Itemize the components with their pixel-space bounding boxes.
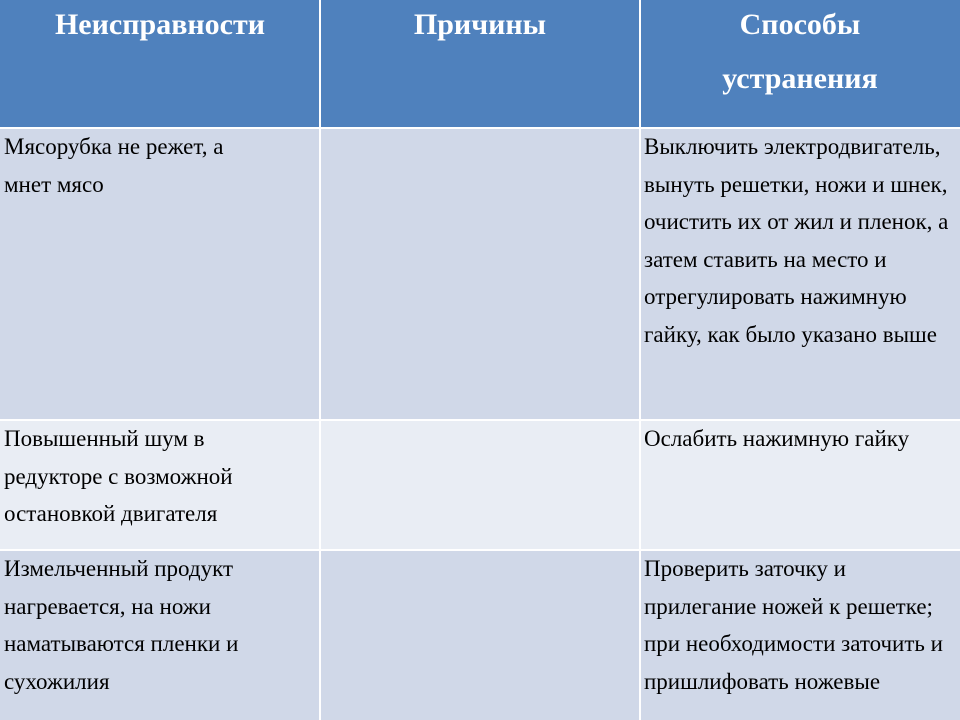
row3-fault — [0, 550, 320, 720]
row-divider-header — [0, 127, 960, 129]
row2-remedy — [640, 420, 960, 550]
column-divider-2 — [639, 0, 641, 720]
row2-cause — [320, 420, 640, 550]
row3-fault-text: Измельченный продукт нагревается, на ножи наматываются пленки и сухожилия — [4, 556, 239, 694]
row-divider-1 — [0, 419, 960, 421]
row1-remedy-text: Выключить электродвигатель, вынуть решетки, ножи и шнек, очистить их от жил и пленок, а затем ставить на место и отрегулировать нажимную гайку, как было указано выше — [644, 134, 949, 347]
row2-fault-text: Повышенный шум в редукторе с возможной остановкой двигателя — [4, 426, 233, 526]
header-remedies-label-line2: устранения — [722, 62, 878, 95]
header-remedies — [640, 0, 960, 128]
header-remedies-label-line1: Способы — [739, 8, 861, 41]
header-faults — [0, 0, 320, 128]
row2-fault — [0, 420, 320, 550]
row3-cause — [320, 550, 640, 720]
row1-fault — [0, 128, 320, 420]
row1-cause — [320, 128, 640, 420]
column-divider-1 — [319, 0, 321, 720]
header-causes-label: Причины — [413, 8, 547, 41]
row3-remedy — [640, 550, 960, 720]
row2-remedy-text: Ослабить нажимную гайку — [644, 426, 910, 451]
header-faults-label: Неисправности — [54, 8, 266, 41]
row-divider-2 — [0, 549, 960, 551]
row3-remedy-text: Проверить заточку и прилегание ножей к решетке; при необходимости заточить и пришлифовать ножевые — [644, 556, 943, 694]
row1-fault-text: Мясорубка не режет, а мнет мясо — [4, 134, 224, 197]
header-causes — [320, 0, 640, 128]
row1-remedy — [640, 128, 960, 420]
